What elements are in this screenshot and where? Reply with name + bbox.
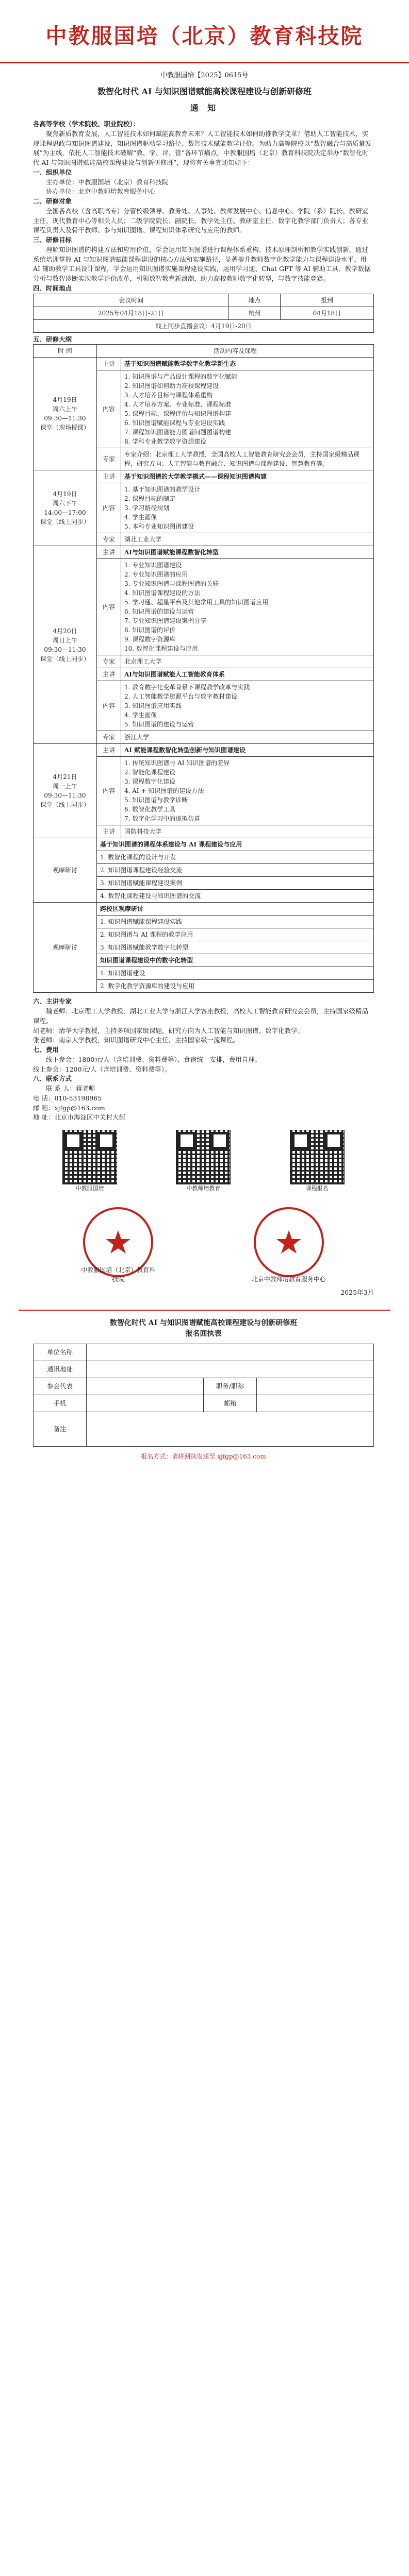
session-time: 4月19日 周六上午 09:30—11:30 课堂（现场授课） [34,358,97,470]
form-title: 数智化时代 AI 与知识图谱赋能高校课程建设与创新研修班 [109,1319,298,1328]
obs-row: 1. 数智化课程的设计与开发 [97,851,374,864]
title-rule [0,62,409,63]
contact-text: 联 系 人：蒋老师 电 话：010-53198965 邮 箱：xjfgp@163.com 地 址：北京市海淀区中关村大街 [33,1084,125,1122]
form-field-label: 手机 [34,1395,87,1412]
organizer: 主办单位：中教服国培（北京）教育科技院 [46,178,169,186]
form-field-label: 备注 [34,1412,87,1447]
row-label: 主讲 [97,358,121,370]
row-label: 内容 [97,757,121,825]
row-label: 内容 [97,370,121,448]
qr-row [33,1130,374,1193]
session-theme: 基于知识图谱赋能教学数字化教学新生态 [121,358,374,370]
expert-name: 湖北工业大学 [121,533,374,546]
expert-name: 北京理工大学 [121,655,374,668]
session-content: 1. 基于知识图谱的教学设计 2. 课程目标的制定 3. 学习路径规划 4. 学生画像 5. 本科专业知识图谱建设 [121,483,374,533]
form-field-input[interactable] [257,1395,374,1412]
obs-row: 跨校区观摩研讨 [97,903,374,916]
table-cell: 杭州 [229,307,280,319]
table-header: 报到 [280,294,373,307]
section-heading: 一、组织单位 [33,168,72,176]
experts-text: 魏老师：北京理工大学教授、湖北工业大学与浙江大学客座教授，高校人工智能教育研究会会员，主持国家级精品课程。 胡老师：清华大学教授，主持多项国家级课题，研究方向为人工智能与知识图谱、数字化教学。 张老师：南京大学教授，知识图谱研究中心主任，主持国家级一流课程。 [33,1007,369,1044]
session-content: 1. 知识图谱与产品设计课程的数字化赋能 2. 知识图谱如何助力高校课程建设 3. 人才培养目标与课程体系重构 4. 人才培养方案、专业标准、课程标准 5. 课程目标、课程评价与知识图谱构建 6. 知识图谱赋能课程与专业建设实践 7. 课程知识图谱能力图谱问题图谱构建 8. 学科专业教学数字资源建设 [121,370,374,448]
qr-icon [290,1130,345,1184]
row-label: 内容 [97,483,121,533]
obs-row: 基于知识图谱的课程体系建设与 AI 课程建设与应用 [97,838,374,851]
row-label: 主讲 [97,825,121,838]
row-label: 内容 [97,559,121,655]
section-heading: 五、研修大纲 [33,335,72,343]
section-heading: 四、时间地点 [33,284,72,292]
outline-table [33,344,374,993]
notice-label: 通 知 [190,103,219,113]
expert-name: 国防科技大学 [121,825,374,838]
form-field-input[interactable] [87,1412,374,1447]
qr-code[interactable] [286,1130,348,1193]
session-theme: 基于知识图谱的大学教学模式——课程知识图谱构建 [121,470,374,483]
session-time: 4月20日 周日上午 09:30—11:30 课堂（线上同步） [34,546,97,744]
doc-number: 中教服国培【2025】0615号 [160,71,249,79]
fees-text: 线下参会：1800元/人（含培训费、资料费等），食宿统一安排，费用自理。 线上参会：1200元/人（含培训费、资料费等）。 [33,1055,261,1073]
obs-row: 3. 知识图谱赋能课程建设案例 [97,877,374,890]
expert-intro: 专家介绍：北京理工大学教授，全国高校人工智能教育研究会会员，主持国家级精品课程，研究方向：人工智能与教育融合、知识图谱与课程建设、智慧教育等。 [121,448,374,470]
row-label: 主讲 [97,744,121,757]
seal-org: 中教服国培（北京）教育科技院 [81,1266,156,1283]
row-label: 专家 [97,448,121,470]
seal-org: 北京中教师培教育服务中心 [251,1275,326,1283]
qr-label: 中教服国培 [75,1185,104,1192]
form-subtitle: 报名回执表 [185,1330,222,1338]
qr-code[interactable] [59,1130,121,1193]
form-field-label: 邮箱 [204,1395,257,1412]
row-label: 主讲 [97,546,121,559]
row-label: 专家 [97,731,121,744]
session-content: 1. 教育数字化变革背景下课程教学改革与实践 2. 人工智能教学资源平台与数字教材建设 3. 知识图谱应用实践 4. 学生画像 5. 知识图谱的建设与运营 [121,681,374,731]
form-field-input[interactable] [87,1344,374,1361]
qr-label: 课程报名 [305,1185,329,1192]
form-field-label: 单位名称 [34,1344,87,1361]
registration-form [0,1318,409,1461]
obs-row: 知识图谱课程建设中的数字化转型 [97,954,374,967]
session-theme: AI与知识图谱赋能课程数智化转型 [121,546,374,559]
obs-row: 4. 数智化课程建设与知识图谱的交流 [97,890,374,903]
official-seal [79,1204,157,1281]
section-heading: 六、主讲专家 [33,997,72,1006]
co-organizer: 协办单位：北京中教师培教育服务中心 [46,188,156,196]
schedule-table [33,294,374,333]
obs-row: 1. 知识图谱建设 [97,967,374,980]
form-field-label: 通讯地址 [34,1361,87,1378]
table-cell: 04月18日 [280,307,373,319]
salutation: 各高等学校（学术院校、职业院校）： [33,120,140,128]
section-heading: 三、研修目标 [33,236,72,244]
qr-label: 中教师培教育 [186,1185,221,1192]
session-time: 4月21日 周一上午 09:30—11:30 课堂（线上同步） [34,744,97,838]
form-field-input[interactable] [257,1378,374,1395]
table-header: 地点 [229,294,280,307]
table-header: 会议时间 [34,294,229,307]
row-label: 内容 [97,681,121,731]
obs-label: 观摩研讨 [34,838,97,903]
expert-name: 浙江大学 [121,731,374,744]
row-label: 主讲 [97,470,121,483]
table-note: 线上同步直播会议：4月19日-20日 [34,319,374,332]
table-header: 时 间 [34,345,97,358]
intro-paragraph: 聚焦新质教育发展，人工智能技术如何赋能高教育未来？人工智能技术如何助推教学变革？借助人工智能技术，实现课程思政与知识图谱建设，知识图谱驱动学习路径、数智技术赋能教学评价。为助力高等院校以“数智融合与高质量发展”为主线，依托人工智能技术破解“教、学、评、管”各环节痛点，中教服国培（北京）教育科技院决定举办“数智化时代 AI 与知识图谱赋能高校课程建设与创新研修班”，现将有关事宜通知如下： [33,129,372,166]
section-heading: 七、费用 [33,1046,59,1054]
form-field-label: 参会代表 [34,1378,87,1395]
row-label: 专家 [97,655,121,668]
obs-row: 2. 知识图谱课程建设经验交流 [97,864,374,877]
obs-row: 2. 知识图谱与 AI 课程的教学应用 [97,928,374,941]
table-cell: 2025年04月18日-21日 [34,307,229,319]
seal-icon [250,1204,328,1281]
row-label: 主讲 [97,668,121,681]
form-table [33,1344,374,1447]
session-content: 1. 专业知识图谱建设 2. 专业知识图谱的应用 3. 专业知识图谱与课程图谱的关联 4. 知识图谱课程建设的方法 5. 学习通、超星平台及其他常用工具的知识图谱应用 6. 知识图谱的建设与运营 7. 专业知识图谱建设案例分享 8. 知识图谱的评价 9. 课程数字资源库 10. 数智化课程建设与应用 [121,559,374,655]
session-content: 1. 传统知识图谱与 AI 知识图谱的差异 2. 智能化课程建设 3. 课程数字化建设 4. AI + 知识图谱的建设方法 5. 知识图谱与教学诊断 6. 数智化教学工具 7. 数字化学习中的虚拟仿真 [121,757,374,825]
row-label: 专家 [97,533,121,546]
form-field-input[interactable] [87,1361,374,1378]
obs-row: 1. 知识图谱赋能课程建设实践 [97,916,374,928]
divider [19,1310,390,1311]
form-field-label: 职务/职称 [204,1378,257,1395]
obs-label: 观摩研讨 [34,903,97,993]
qr-icon [62,1130,117,1184]
obs-row: 3. 知识图谱赋能教学数字化转型 [97,941,374,954]
form-field-input[interactable] [87,1395,204,1412]
objectives-text: 理解知识图谱的构建方法和应用价值，学会运用知识图谱进行课程体系重构、技术原理剖析和教学实践创新，通过系统培训掌握 AI 与知识图谱赋能课程建设的核心方法和实施路径，显著提升教师数字化教学能力与课程建设水平。用 AI 辅助教学工具设计课程，学会运用知识图谱实施课程建设实践，运用学习通、Chat GPT 等 AI 辅助工具、教学数据分析与数智诊断实现教学评价改革，引领数智教育新浪潮，助力高校教师数字化转型，与数字技能竞赛。 [33,245,371,282]
qr-icon [176,1130,231,1184]
official-seal [250,1204,328,1281]
section-heading: 八、联系方式 [33,1075,72,1083]
seal-row [33,1204,374,1281]
notice-title: 数智化时代 AI 与知识图谱赋能高校课程建设与创新研修班 [97,87,312,96]
audience-text: 全国各高校（含高职高专）分管校级领导、教务处、人事处、教师发展中心、信息中心、学院（系）院长、教研室主任、现代教育中心等相关人员；二级学院院长、副院长、教学处主任、教研室主任、数字化教学部门负责人；各专业课程负责人及骨干教师、参与知识图谱、课程知识体系研究与应用的教师。 [33,207,369,234]
section-heading: 二、研修对象 [33,197,72,205]
session-time: 4月19日 周六下午 14:00—17:00 课堂（线上同步） [34,470,97,546]
notice-body [0,120,409,1297]
form-note: 报名方式：请将回执发送至 xjfgp@163.com [141,1453,266,1461]
session-theme: AI 赋能课程数智化转型创新与知识图谱建设 [121,744,374,757]
table-header: 活动内容及课程 [97,345,374,358]
obs-row: 2. 数字化教学资源库的建设与应用 [97,980,374,993]
qr-code[interactable] [172,1130,234,1193]
org-title: 中教服国培（北京）教育科技院 [45,24,364,48]
issue-date: 2025年3月 [340,1288,374,1296]
form-field-input[interactable] [87,1378,204,1395]
session-theme: AI与知识图谱赋能人工智能教育体系 [121,668,374,681]
